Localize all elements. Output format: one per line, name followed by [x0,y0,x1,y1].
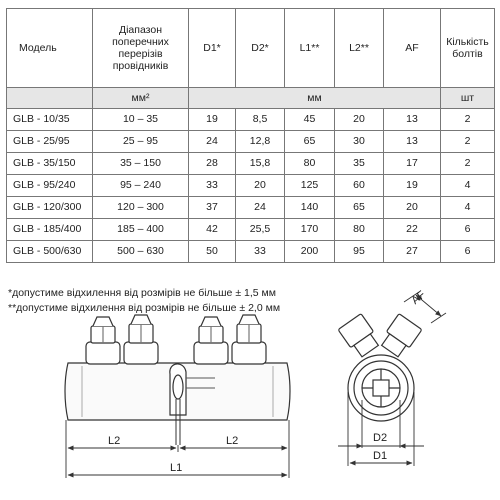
header-range-line: перерізів [118,48,163,60]
cell-d2: 20 [236,175,285,197]
cell-d1: 42 [189,219,236,241]
cell-l1: 140 [285,197,335,219]
cell-d1: 37 [189,197,236,219]
unit-bolts: шт [441,88,495,109]
bolt-head [232,315,266,364]
cell-model: GLB - 10/35 [7,109,93,131]
bolt-head [378,314,422,360]
cell-model: GLB - 35/150 [7,153,93,175]
cell-af: 13 [384,109,441,131]
cell-l1: 80 [285,153,335,175]
cell-bolts: 4 [441,175,495,197]
cell-d2: 15,8 [236,153,285,175]
cell-range: 120 – 300 [93,197,189,219]
cell-l1: 170 [285,219,335,241]
cell-range: 25 – 95 [93,131,189,153]
cell-model: GLB - 25/95 [7,131,93,153]
cell-d1: 33 [189,175,236,197]
cell-l2: 35 [335,153,384,175]
dim-label-d2: D2 [373,432,388,444]
header-d2: D2* [236,9,285,88]
dim-label-l1: L1 [170,462,183,474]
cell-d2: 33 [236,241,285,263]
header-range-line: поперечних [112,35,169,48]
header-af: AF [384,9,441,88]
cell-l2: 20 [335,109,384,131]
cell-l2: 80 [335,219,384,241]
cell-l2: 60 [335,175,384,197]
cell-d2: 12,8 [236,131,285,153]
dim-label-l2-right: L2 [226,435,239,447]
header-range-line: Діапазон [118,23,163,36]
header-bolts-line: Кількість [446,35,489,48]
cell-model: GLB - 95/240 [7,175,93,197]
cell-bolts: 6 [441,241,495,263]
cell-range: 500 – 630 [93,241,189,263]
cell-d2: 25,5 [236,219,285,241]
cell-range: 95 – 240 [93,175,189,197]
cell-af: 22 [384,219,441,241]
dim-label-d1: D1 [373,450,388,462]
cell-af: 19 [384,175,441,197]
cell-d1: 50 [189,241,236,263]
cell-d1: 28 [189,153,236,175]
dim-label-l2-left: L2 [108,435,121,447]
cell-d1: 24 [189,131,236,153]
cell-af: 27 [384,241,441,263]
cell-model: GLB - 185/400 [7,219,93,241]
header-d1: D1* [189,9,236,88]
cell-l2: 30 [335,131,384,153]
cell-d1: 19 [189,109,236,131]
cell-range: 35 – 150 [93,153,189,175]
cell-l1: 45 [285,109,335,131]
note-tolerance-1: *допустиме відхилення від розмірів не більше ± 1,5 мм [8,287,276,299]
bolt-head [194,317,228,364]
unit-dims: мм [189,88,441,109]
bolt-head [86,317,120,364]
header-range-line: провідників [112,60,169,73]
cell-l1: 65 [285,131,335,153]
connector-end-view [338,314,422,421]
cell-bolts: 6 [441,219,495,241]
note-tolerance-2: **допустиме відхилення від розмірів не більше ± 2,0 мм [8,302,281,314]
bolt-group [86,315,266,364]
header-bolts-line: болтів [452,48,483,60]
cell-l2: 95 [335,241,384,263]
cell-l1: 125 [285,175,335,197]
cell-bolts: 2 [441,131,495,153]
cell-af: 17 [384,153,441,175]
bolt-head [124,315,158,364]
cell-af: 20 [384,197,441,219]
cell-range: 10 – 35 [93,109,189,131]
unit-range: мм² [93,88,189,109]
cell-model: GLB - 500/630 [7,241,93,263]
cell-bolts: 2 [441,153,495,175]
cell-l2: 65 [335,197,384,219]
cell-d2: 24 [236,197,285,219]
cell-l1: 200 [285,241,335,263]
dim-label-af: AF [409,288,428,307]
header-l1: L1** [285,9,335,88]
connector-side-view [65,363,290,445]
cell-range: 185 – 400 [93,219,189,241]
bolt-head [338,314,382,360]
header-l2: L2** [335,9,384,88]
header-model: Модель [7,9,93,88]
cell-model: GLB - 120/300 [7,197,93,219]
cell-bolts: 2 [441,109,495,131]
cell-af: 13 [384,131,441,153]
cell-d2: 8,5 [236,109,285,131]
cell-bolts: 4 [441,197,495,219]
